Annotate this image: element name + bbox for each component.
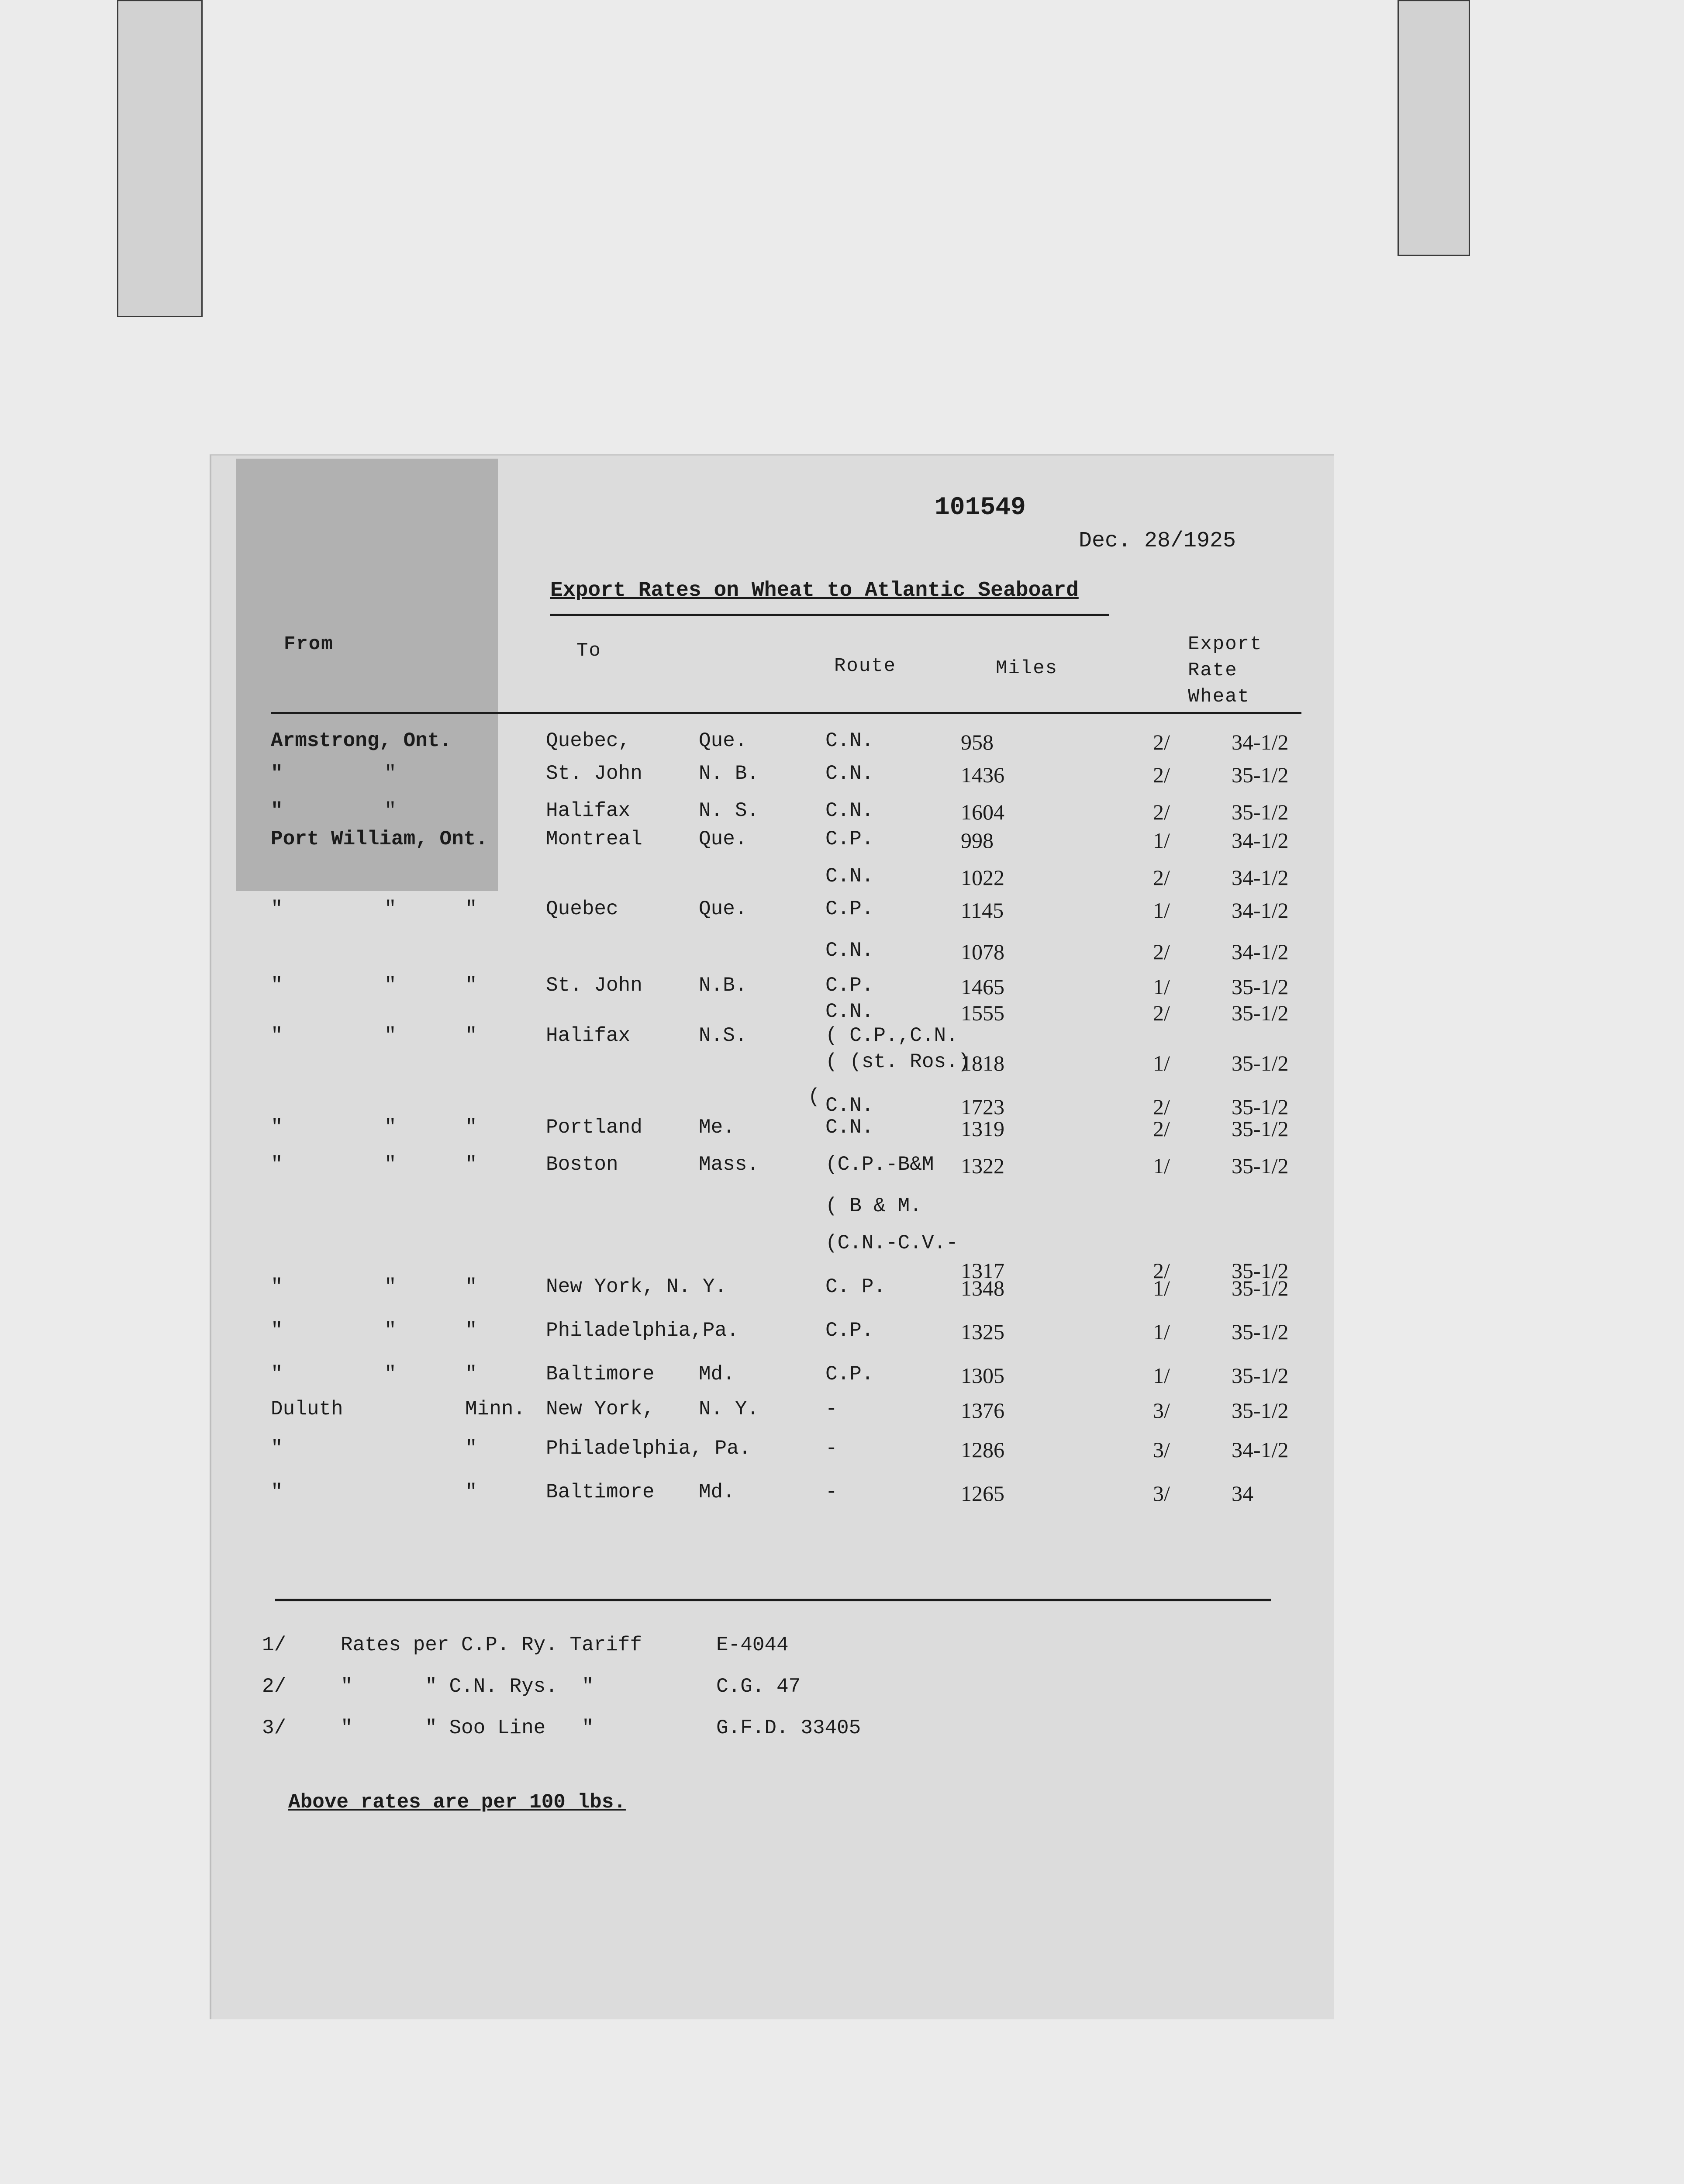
row-rate: 34-1/2 [1232,730,1289,754]
row-note: 1/ [1153,1051,1170,1075]
row-province: N. S. [699,799,759,822]
row-miles: 1604 [961,800,1004,824]
row-rate: 35-1/2 [1232,1320,1289,1344]
row-province: Mass. [699,1153,759,1176]
row-province: N.S. [699,1024,747,1047]
row-rate: 35-1/2 [1232,763,1289,787]
closing-note: Above rates are per 100 lbs. [288,1791,626,1814]
row-from-ditto: " [465,1319,477,1342]
row-from: " [271,1153,283,1176]
row-from-ditto: " [465,1363,477,1386]
row-from-ditto: " [465,1481,477,1503]
row-miles: 1317 [961,1258,1004,1283]
row-note: 2/ [1153,1116,1170,1141]
row-note: 1/ [1153,1320,1170,1344]
col-wheat-header: Wheat [1188,686,1250,708]
title-underline [550,614,1109,616]
row-note: 3/ [1153,1438,1170,1462]
row-route: (C.N.-C.V.- [825,1232,958,1254]
row-from: Duluth [271,1398,343,1420]
mounting-tape-top-right [1398,0,1470,256]
row-rate: 34-1/2 [1232,865,1289,890]
row-note: 2/ [1153,1258,1170,1283]
row-from: " [271,1437,283,1460]
row-note: 3/ [1153,1481,1170,1506]
row-miles: 998 [961,828,994,853]
footnote-ref: E-4044 [716,1634,789,1656]
row-note: 1/ [1153,828,1170,853]
row-province: N. B. [699,762,759,785]
row-from-ditto: " [465,1437,477,1460]
row-route: C.N. [825,729,874,752]
row-from: " [271,799,283,822]
row-note: 1/ [1153,1154,1170,1178]
row-rate: 35-1/2 [1232,1258,1289,1283]
row-province: Que. [699,729,747,752]
row-miles: 1723 [961,1095,1004,1119]
row-note: 1/ [1153,898,1170,923]
col-to-header: To [576,640,601,662]
row-from-ditto: " [384,974,397,997]
row-rate: 34-1/2 [1232,828,1289,853]
row-from-ditto: " [465,898,477,920]
row-note: 2/ [1153,730,1170,754]
row-rate: 34-1/2 [1232,1438,1289,1462]
row-from: " [271,1275,283,1298]
row-route-cont: ( (st. Ros.) [825,1051,970,1073]
row-rate: 35-1/2 [1232,1276,1289,1300]
row-province: N. Y. [699,1398,759,1420]
row-route: C.P. [825,974,874,997]
col-from-header: From [284,633,334,655]
row-from: " [271,1319,283,1342]
row-from: Armstrong, Ont. [271,729,452,752]
row-rate: 35-1/2 [1232,1154,1289,1178]
row-route-cont: ( B & M. [825,1195,922,1217]
row-from-ditto: " [384,799,397,822]
row-miles: 1818 [961,1051,1004,1075]
row-rate: 35-1/2 [1232,1001,1289,1025]
row-route: C.N. [825,865,874,888]
row-route: C.N. [825,762,874,785]
row-to: Baltimore [546,1363,655,1386]
row-miles: 1319 [961,1116,1004,1141]
row-from-ditto: " [384,1275,397,1298]
row-note: 2/ [1153,800,1170,824]
row-miles: 1145 [961,898,1004,923]
row-note: 2/ [1153,1095,1170,1119]
row-route: - [825,1437,838,1460]
row-from-ditto: " [465,1024,477,1047]
row-route: C.P. [825,1319,874,1342]
row-from: " [271,1024,283,1047]
footnote-mark: 2/ [262,1675,286,1698]
row-miles: 1348 [961,1276,1004,1300]
footnote-text: " " C.N. Rys. " [341,1675,594,1698]
row-route: C.P. [825,898,874,920]
row-miles: 1376 [961,1398,1004,1423]
row-from-ditto: " [465,1116,477,1139]
row-to: Halifax [546,799,631,822]
row-miles: 1325 [961,1320,1004,1344]
row-from: " [271,762,283,785]
row-note: 1/ [1153,975,1170,999]
row-province: Que. [699,828,747,850]
row-from-ditto: " [384,1116,397,1139]
row-from-ditto: " [384,1153,397,1176]
row-route-cont: ( [808,1085,820,1108]
mounting-tape-top-left [117,0,203,317]
row-rate: 34 [1232,1481,1253,1506]
row-to: New York, [546,1398,655,1420]
row-rate: 35-1/2 [1232,1398,1289,1423]
row-from-ditto: " [384,1363,397,1386]
row-route: C.N. [825,799,874,822]
row-route: C.N. [825,939,874,962]
row-miles: 1555 [961,1001,1004,1025]
footnote-mark: 1/ [262,1634,286,1656]
row-province: Que. [699,898,747,920]
footnote-ref: C.G. 47 [716,1675,801,1698]
row-from: Port William, Ont. [271,828,488,850]
row-route: C.N. [825,1000,874,1023]
row-to: Philadelphia,Pa. [546,1319,739,1342]
row-province: Md. [699,1363,735,1386]
row-rate: 35-1/2 [1232,1095,1289,1119]
row-from: " [271,1116,283,1139]
document-number: 101549 [935,494,1026,522]
col-route-header: Route [834,655,897,677]
row-note: 1/ [1153,1363,1170,1388]
row-rate: 35-1/2 [1232,975,1289,999]
row-to: Portland [546,1116,642,1139]
row-miles: 958 [961,730,994,754]
footnote-text: " " Soo Line " [341,1717,594,1739]
row-miles: 1022 [961,865,1004,890]
row-route: C.N. [825,1094,874,1117]
row-miles: 1078 [961,940,1004,964]
row-to: Halifax [546,1024,631,1047]
paper-stain [236,459,498,891]
row-from-ditto: " [465,974,477,997]
row-to: Philadelphia, Pa. [546,1437,751,1460]
footnote-ref: G.F.D. 33405 [716,1717,861,1739]
row-note: 2/ [1153,940,1170,964]
header-rule [271,712,1301,714]
row-route: - [825,1398,838,1420]
row-route: C. P. [825,1275,886,1298]
row-to: St. John [546,762,642,785]
footnote-text: Rates per C.P. Ry. Tariff [341,1634,642,1656]
row-from-ditto: " [384,898,397,920]
row-from-ditto: " [465,1275,477,1298]
row-from: " [271,1481,283,1503]
row-province: Md. [699,1481,735,1503]
row-rate: 35-1/2 [1232,1363,1289,1388]
row-to: New York, N. Y. [546,1275,727,1298]
row-from: " [271,974,283,997]
row-route: C.N. [825,1116,874,1139]
document-title: Export Rates on Wheat to Atlantic Seaboard [550,579,1079,602]
row-from-ditto: Minn. [465,1398,526,1420]
row-to: Baltimore [546,1481,655,1503]
row-route: - [825,1481,838,1503]
row-from-ditto: " [384,762,397,785]
row-province: N.B. [699,974,747,997]
row-to: Quebec, [546,729,631,752]
row-miles: 1286 [961,1438,1004,1462]
row-rate: 34-1/2 [1232,898,1289,923]
row-note: 3/ [1153,1398,1170,1423]
row-miles: 1436 [961,763,1004,787]
row-note: 2/ [1153,763,1170,787]
col-export-header: Export [1188,633,1263,655]
row-to: Boston [546,1153,618,1176]
row-miles: 1465 [961,975,1004,999]
row-to: Montreal [546,828,642,850]
row-rate: 35-1/2 [1232,800,1289,824]
row-rate: 35-1/2 [1232,1051,1289,1075]
table-bottom-rule [275,1599,1271,1601]
col-rate-header: Rate [1188,660,1238,681]
col-miles-header: Miles [996,657,1058,679]
row-miles: 1322 [961,1154,1004,1178]
row-note: 2/ [1153,865,1170,890]
row-from: " [271,898,283,920]
row-to: St. John [546,974,642,997]
row-from-ditto: " [384,1024,397,1047]
row-route: C.P. [825,828,874,850]
row-to: Quebec [546,898,618,920]
footnote-mark: 3/ [262,1717,286,1739]
row-miles: 1305 [961,1363,1004,1388]
document-date: Dec. 28/1925 [1079,529,1236,553]
row-route: C.P. [825,1363,874,1386]
row-from: " [271,1363,283,1386]
row-province: Me. [699,1116,735,1139]
row-route: (C.P.-B&M [825,1153,934,1176]
row-from-ditto: " [384,1319,397,1342]
row-note: 1/ [1153,1276,1170,1300]
row-note: 2/ [1153,1001,1170,1025]
row-route: ( C.P.,C.N. [825,1024,958,1047]
row-rate: 34-1/2 [1232,940,1289,964]
row-miles: 1265 [961,1481,1004,1506]
row-from-ditto: " [465,1153,477,1176]
row-rate: 35-1/2 [1232,1116,1289,1141]
